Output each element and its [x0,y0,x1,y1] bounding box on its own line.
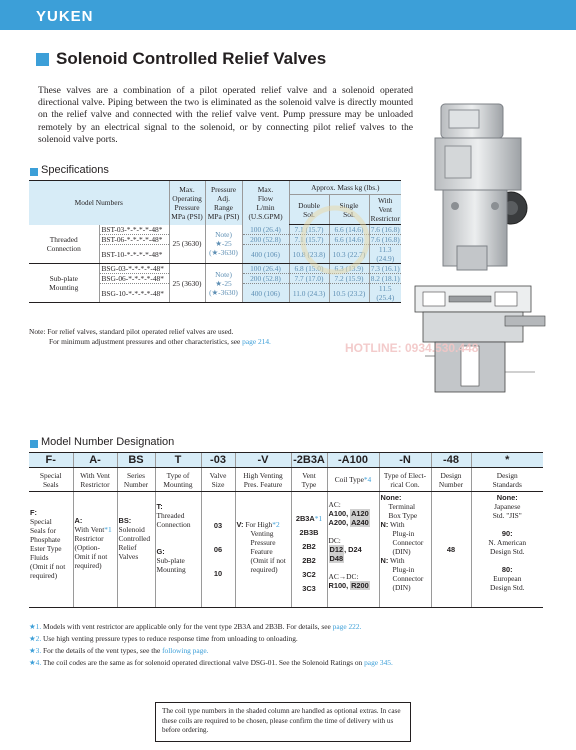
code-coil-type: -A100 [327,453,379,468]
footnote-1: ★1. Models with vent restrictor are applicable only for the vent type 2B3A and 2B3B. For details, see page 222. [29,622,362,631]
shaded-coil-notice: The coil type numbers in the shaded column are handled as optional extras. In case these coils are required to be chosen, please confirm the time of delivery with us before ordering. [155,702,411,742]
header-double-sol: Double Sol. [289,195,329,225]
header-max-pressure: Max. Operating Pressure MPa (PSI) [169,181,205,225]
model-number: BSG-06-*-*-*-*-48* [99,274,169,284]
label-special-seals: Special Seals [29,468,73,492]
mass-single: 6.6 (14.6) [329,235,369,245]
code-mounting: T [155,453,201,468]
mass-single: 10.5 (23.2) [329,284,369,303]
code-special-seals: F- [29,453,73,468]
note-line [29,337,271,347]
note-line: Note: For relief valves, standard pilot operated relief valves are used. [29,327,234,336]
option-series: BS: Solenoid Controlled Relief Valves [117,492,155,608]
flow-value: 400 (106) [242,284,289,303]
option-standards: None: Japanese Std. "JIS" 90: N. American Design Std. 80: European Design Std. [471,492,543,608]
mass-single: 6.6 (14.6) [329,225,369,235]
flow-value: 200 (52.8) [242,274,289,284]
mass-double: 11.0 (24.3) [289,284,329,303]
footnote-link[interactable]: following page. [162,646,209,655]
option-design-number: 48 [431,492,471,608]
label-high-venting: High Venting Pres. Feature [235,468,291,492]
max-pressure: 25 (3630) [169,225,205,264]
header-vent-restrictor: With Vent Restrictor [370,196,400,223]
mass-single: 7.2 (15.9) [329,274,369,284]
code-size: -03 [201,453,235,468]
mass-restrictor: 7.6 (16.8) [370,225,400,234]
group-threaded: Threaded Connection [29,225,99,264]
label-coil-type: Coil Type*4 [327,468,379,492]
mass-single: 6.3 (13.9) [329,264,369,274]
label-mounting: Type of Mounting [155,468,201,492]
note-page-link[interactable]: page 214. [242,337,271,346]
option-vent-restrictor: A: With Vent*1 Restrictor (Option- Omit if not required) [73,492,117,608]
code-series: BS [117,453,155,468]
product-image [425,96,543,276]
cross-section-drawing [405,276,555,396]
code-electrical: -N [379,453,431,468]
option-mounting: T: Threaded Connection G: Sub-plate Mounting [155,492,201,608]
table-row [29,264,401,274]
mass-double: 7.7 (17.0) [289,274,329,284]
max-pressure: 25 (3630) [169,264,205,303]
adj-range: Note) ★-25 (★-3630) [205,225,242,264]
model-number: BSG-03-*-*-*-*-48* [99,264,169,274]
mass-double: 10.8 (23.8) [289,245,329,264]
designation-heading: Model Number Designation [41,436,175,448]
flow-value: 200 (52.8) [242,235,289,245]
mass-restrictor: 11.5 (25.4) [369,284,401,303]
option-special-seals: F: Special Seals for Phosphate Ester Type Fluids (Omit if not required) [29,492,73,608]
options-row [29,492,543,608]
model-number: BST-10-*-*-*-*-48* [99,245,169,264]
label-vent-restrictor: With Vent Restrictor [73,468,117,492]
option-electrical: None: Terminal Box Type N: With Plug-in Connector (DIN) N: With Plug-in Connector (DIN) [379,492,431,608]
footnote-link[interactable]: page 345. [364,658,393,667]
flow-value: 400 (106) [242,245,289,264]
code-standards: * [471,453,543,468]
intro-paragraph: These valves are a combination of a pilot operated relief valve and a solenoid operated directional valve. Piping between the two is eliminated as the solenoid valve is directly mounted on the relief valve and connected with the relief valve vent. Pump pressure may be unloaded remotely by an electrical signal to the solenoid, or by connecting pilot relief valves to the solenoid valve ports. [38,85,413,145]
option-vent-type: 2B3A*1 2B3B 2B2 2B2 3C2 3C3 [291,492,327,608]
table-row [29,225,401,235]
header-bar [0,0,576,30]
mass-restrictor: 11.3 (24.9) [369,245,401,264]
page-title: Solenoid Controlled Relief Valves [56,49,327,68]
note-text: For minimum adjustment pressures and other characteristics, see [49,337,241,346]
label-design-number: Design Number [431,468,471,492]
option-high-venting: V: For High*2 Venting Pressure Feature (Omit if not required) [235,492,291,608]
mass-restrictor: 7.6 (16.8) [370,235,400,244]
label-standards: Design Standards [471,468,543,492]
designation-table [29,452,543,608]
header-max-flow: Max. Flow L/min (U.S.GPM) [242,181,289,225]
label-series: Series Number [117,468,155,492]
mass-restrictor: 7.3 (16.1) [370,264,400,273]
specifications-table [29,180,401,303]
mass-restrictor: 8.2 (18.1) [370,274,400,283]
flow-value: 100 (26.4) [242,264,289,274]
adj-range: Note) ★-25 (★-3630) [205,264,242,303]
code-design-number: -48 [431,453,471,468]
footnote-3: ★3. For the details of the vent types, see the following page. [29,646,209,655]
watermark-hotline: HOTLINE: 0934.530.448 [345,341,479,355]
spec-marker [30,168,38,176]
label-size: Valve Size [201,468,235,492]
footnote-link[interactable]: page 222. [332,622,362,631]
code-vent-type: -2B3A [291,453,327,468]
header-mass: Approx. Mass kg (lbs.) [289,181,401,195]
model-number: BSG-10-*-*-*-*-48* [99,284,169,303]
mass-double: 7.1 (15.7) [289,235,329,245]
group-subplate: Sub-plate Mounting [29,264,99,303]
header-model-numbers: Model Numbers [29,181,169,225]
mass-double: 6.8 (15.0) [289,264,329,274]
label-vent-type: Vent Type [291,468,327,492]
code-vent-restrictor: A- [73,453,117,468]
option-coil-type: AC: A100, A120 A200, A240 DC: D12, D24 D48 AC→DC: R100, R200 [327,492,379,608]
code-row [29,453,543,468]
designation-marker [30,440,38,448]
model-number: BST-06-*-*-*-*-48* [99,235,169,245]
code-high-venting: -V [235,453,291,468]
brand-logo: YUKEN [36,8,94,25]
spec-heading: Specifications [41,164,109,176]
flow-value: 100 (26.4) [242,225,289,235]
footnote-2: ★2. Use high venting pressure types to reduce response time from unloading to onloading. [29,634,298,643]
title-marker [36,53,49,66]
spec-note [29,327,271,347]
mass-double: 7.1 (15.7) [289,225,329,235]
model-number: BST-03-*-*-*-*-48* [99,225,169,235]
option-size: 03 06 10 [201,492,235,608]
footnote-4: ★4. The coil codes are the same as for solenoid operated directional valve DSG-01. See the Solenoid Ratings on page 345. [29,658,393,667]
header-single-sol: Single Sol. [329,195,369,225]
label-row [29,468,543,492]
label-electrical: Type of Elect- rical Con. [379,468,431,492]
header-adj-range: Pressure Adj. Range MPa (PSI) [205,181,242,225]
mass-single: 10.3 (22.7) [329,245,369,264]
